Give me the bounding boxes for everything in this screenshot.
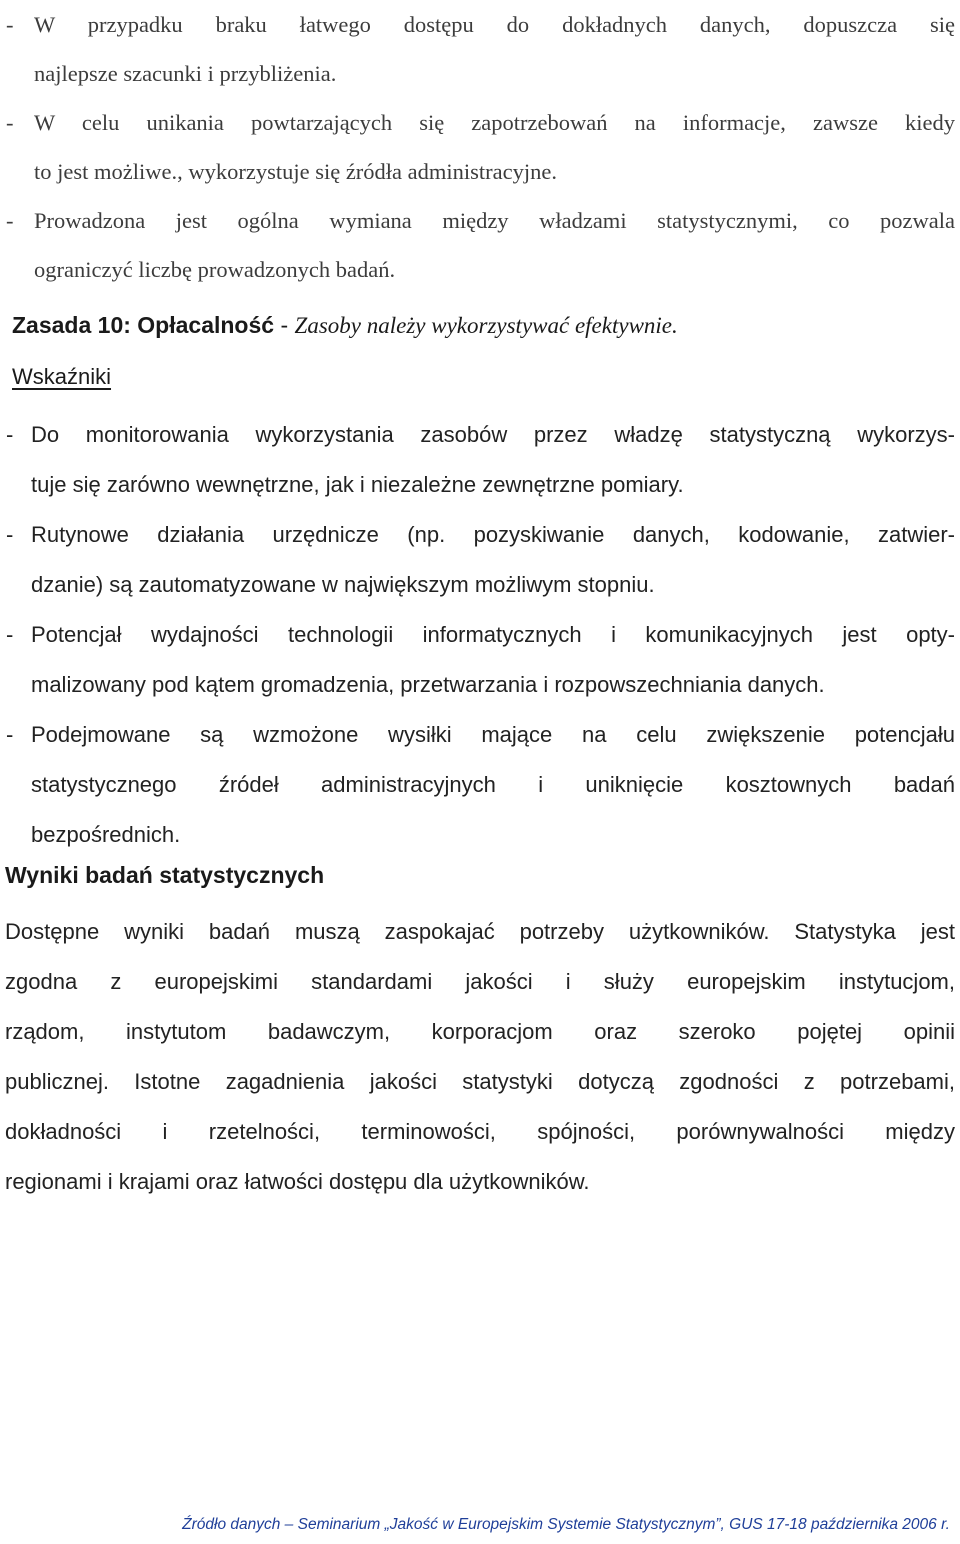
source-footer: Źródło danych – Seminarium „Jakość w Europejskim Systemie Statystycznym”, GUS 17-18 października 2006 r.	[182, 1516, 950, 1533]
list-item-line: Potencjał wydajności technologii informatycznych i komunikacyjnych jest opty-	[31, 622, 955, 647]
list-item	[0, 410, 955, 510]
section-heading: Wyniki badań statystycznych	[5, 862, 325, 888]
list-dash: -	[6, 422, 14, 447]
list-item	[0, 98, 955, 196]
list-item-line: to jest możliwe., wykorzystuje się źródła administracyjne.	[34, 159, 557, 184]
list-dash: -	[6, 722, 14, 747]
list-item-line: dzanie) są zautomatyzowane w największym możliwym stopniu.	[31, 572, 655, 597]
list-item-line: statystycznego źródeł administracyjnych i uniknięcie kosztownych badań	[31, 772, 955, 797]
list-item-line: malizowany pod kątem gromadzenia, przetwarzania i rozpowszechniania danych.	[31, 672, 825, 697]
section-paragraph	[5, 907, 955, 1207]
indicators-list	[0, 410, 955, 860]
list-item-line: W przypadku braku łatwego dostępu do dokładnych danych, dopuszcza się	[34, 12, 955, 37]
list-item-line: najlepsze szacunki i przybliżenia.	[34, 61, 337, 86]
paragraph-line: regionami i krajami oraz łatwości dostępu dla użytkowników.	[5, 1169, 590, 1194]
principle-heading	[12, 312, 678, 339]
list-item-line: bezpośrednich.	[31, 822, 181, 847]
list-item-line: Prowadzona jest ogólna wymiana między władzami statystycznymi, co pozwala	[34, 208, 955, 233]
list-item	[0, 610, 955, 710]
list-item-line: Podejmowane są wzmożone wysiłki mające na celu zwiększenie potencjału	[31, 722, 955, 747]
list-item	[0, 510, 955, 610]
paragraph-line: publicznej. Istotne zagadnienia jakości statystyki dotyczą zgodności z potrzebami,	[5, 1069, 955, 1094]
principle-subtitle: Zasoby należy wykorzystywać efektywnie.	[294, 313, 678, 338]
list-dash: -	[6, 622, 14, 647]
indicators-label: Wskaźniki	[12, 364, 112, 389]
principle-title: Zasada 10: Opłacalność	[12, 312, 275, 338]
paragraph-line: zgodna z europejskimi standardami jakości i służy europejskim instytucjom,	[5, 969, 955, 994]
paragraph-line: Dostępne wyniki badań muszą zaspokajać potrzeby użytkowników. Statystyka jest	[5, 919, 955, 944]
list-item	[0, 196, 955, 294]
list-item-line: Rutynowe działania urzędnicze (np. pozyskiwanie danych, kodowanie, zatwier-	[31, 522, 955, 547]
list-item	[0, 0, 955, 98]
list-dash: -	[6, 12, 14, 37]
list-dash: -	[6, 208, 14, 233]
list-item	[0, 710, 955, 860]
list-item-line: Do monitorowania wykorzystania zasobów przez władzę statystyczną wykorzys-	[31, 422, 955, 447]
list-item-line: ograniczyć liczbę prowadzonych badań.	[34, 257, 396, 282]
list-item-line: W celu unikania powtarzających się zapotrzebowań na informacje, zawsze kiedy	[34, 110, 955, 135]
list-dash: -	[6, 522, 14, 547]
paragraph-line: rządom, instytutom badawczym, korporacjom oraz szeroko pojętej opinii	[5, 1019, 955, 1044]
list-dash: -	[6, 110, 14, 135]
paragraph-line: dokładności i rzetelności, terminowości, spójności, porównywalności między	[5, 1119, 955, 1144]
list-item-line: tuje się zarówno wewnętrzne, jak i niezależne zewnętrzne pomiary.	[31, 472, 684, 497]
principle-separator: -	[274, 312, 295, 338]
top-bullet-list	[0, 0, 955, 294]
